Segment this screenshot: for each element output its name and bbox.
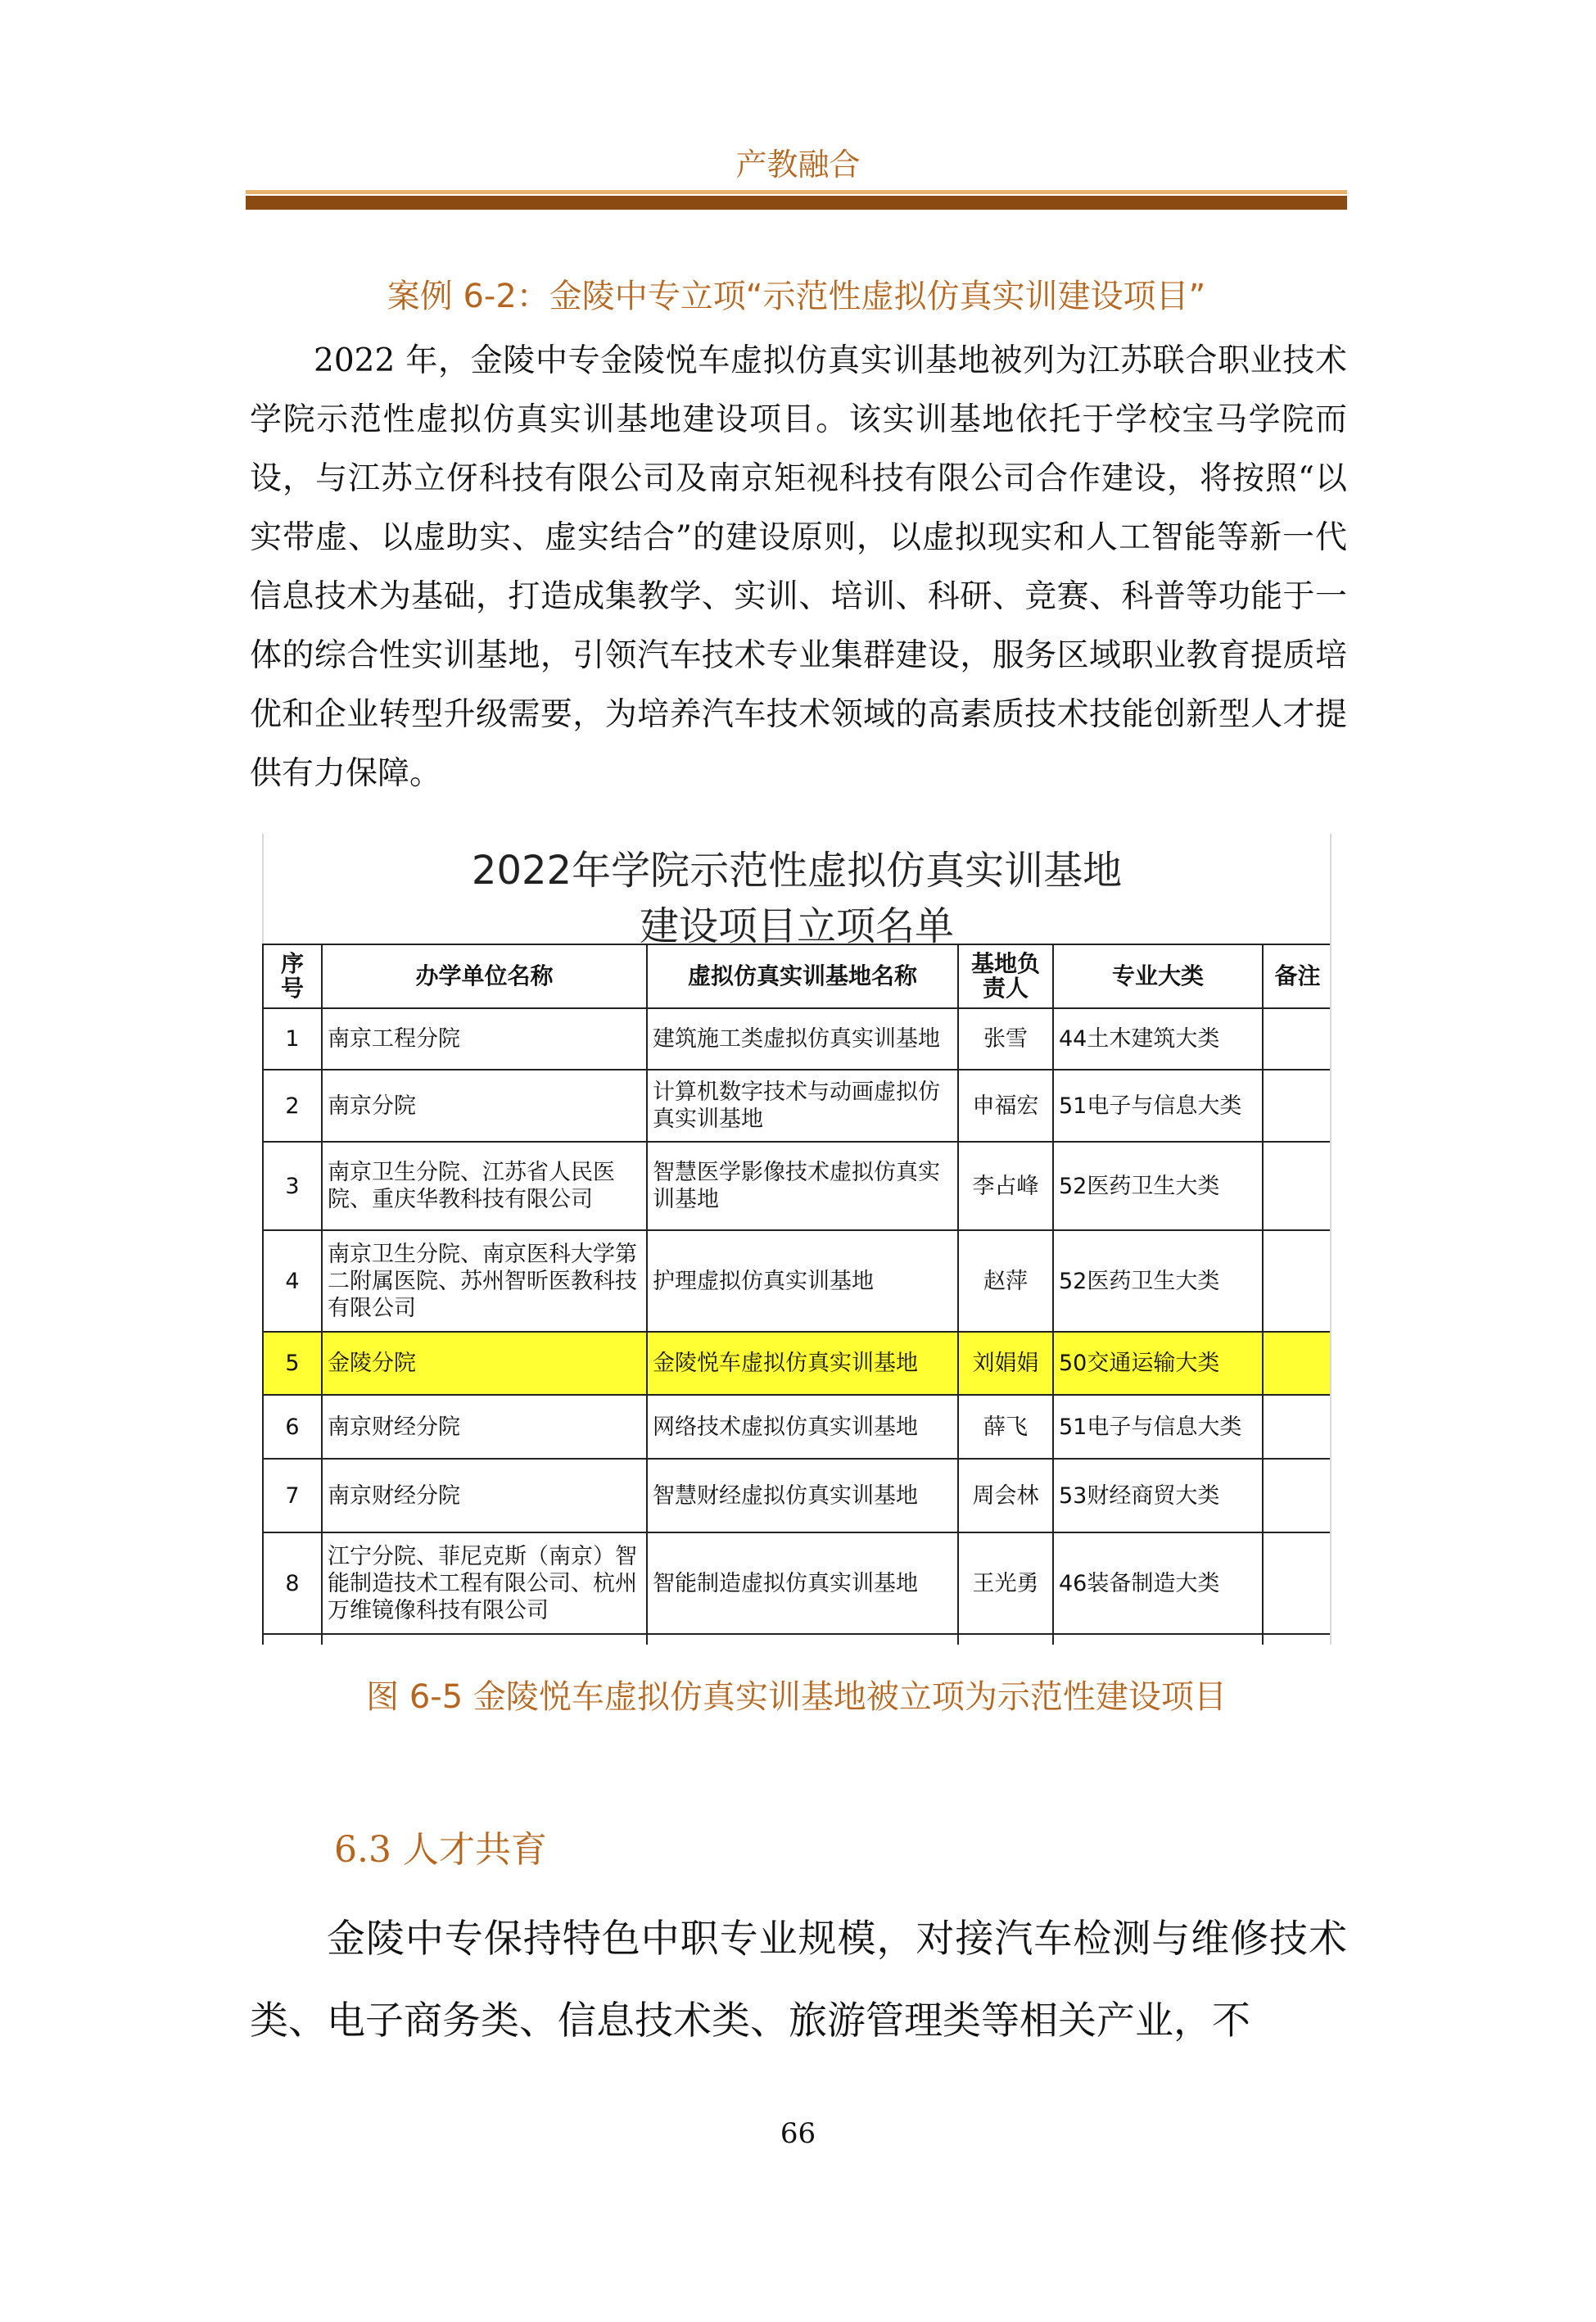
cell-num: 2 <box>263 1070 322 1142</box>
header-org: 办学单位名称 <box>322 944 647 1008</box>
cell-person: 申福宏 <box>958 1070 1053 1142</box>
cell-person: 李占峰 <box>958 1142 1053 1230</box>
cell-empty <box>1053 1634 1263 1645</box>
cell-org: 南京工程分院 <box>322 1008 647 1070</box>
cell-major: 53财经商贸大类 <box>1053 1459 1263 1532</box>
cell-empty <box>958 1634 1053 1645</box>
cell-major: 51电子与信息大类 <box>1053 1070 1263 1142</box>
cell-num: 7 <box>263 1459 322 1532</box>
cell-base: 护理虚拟仿真实训基地 <box>647 1230 958 1332</box>
cell-major: 44土木建筑大类 <box>1053 1008 1263 1070</box>
cell-major: 52医药卫生大类 <box>1053 1230 1263 1332</box>
project-list-figure <box>262 834 1332 1645</box>
cell-remark <box>1263 1230 1332 1332</box>
cell-base: 智慧医学影像技术虚拟仿真实训基地 <box>647 1142 958 1230</box>
table-row <box>263 1070 1332 1142</box>
cell-org: 江宁分院、菲尼克斯（南京）智能制造技术工程有限公司、杭州万维镜像科技有限公司 <box>322 1532 647 1634</box>
running-header-title: 产教融合 <box>735 147 861 183</box>
section-heading: 6.3 人才共育 <box>334 1829 547 1871</box>
table-title-line1: 2022年学院示范性虚拟仿真实训基地 <box>471 848 1123 894</box>
table-row <box>263 1008 1332 1070</box>
table-row <box>263 1459 1332 1532</box>
cell-remark <box>1263 1459 1332 1532</box>
cell-org: 南京财经分院 <box>322 1395 647 1459</box>
table-title-line2: 建设项目立项名单 <box>639 903 954 949</box>
cell-num: 3 <box>263 1142 322 1230</box>
cell-org: 南京分院 <box>322 1070 647 1142</box>
cell-empty <box>263 1634 322 1645</box>
table-row <box>263 1532 1332 1634</box>
figure-caption: 图 6-5 金陵悦车虚拟仿真实训基地被立项为示范性建设项目 <box>366 1678 1227 1716</box>
cell-empty <box>322 1634 647 1645</box>
table-row-highlighted <box>263 1332 1332 1395</box>
header-person: 基地负责人 <box>958 944 1053 1008</box>
header-base: 虚拟仿真实训基地名称 <box>647 944 958 1008</box>
cell-empty <box>1263 1634 1332 1645</box>
cell-person: 赵萍 <box>958 1230 1053 1332</box>
table-row <box>263 1395 1332 1459</box>
header-major: 专业大类 <box>1053 944 1263 1008</box>
cell-org: 金陵分院 <box>322 1332 647 1395</box>
cell-remark <box>1263 1332 1332 1395</box>
cell-num: 4 <box>263 1230 322 1332</box>
cell-base: 智能制造虚拟仿真实训基地 <box>647 1532 958 1634</box>
header-num: 序号 <box>263 944 322 1008</box>
cell-person: 王光勇 <box>958 1532 1053 1634</box>
cell-base: 计算机数字技术与动画虚拟仿真实训基地 <box>647 1070 958 1142</box>
cell-org: 南京卫生分院、南京医科大学第二附属医院、苏州智昕医教科技有限公司 <box>322 1230 647 1332</box>
cell-base: 建筑施工类虚拟仿真实训基地 <box>647 1008 958 1070</box>
cell-major: 52医药卫生大类 <box>1053 1142 1263 1230</box>
cell-major: 51电子与信息大类 <box>1053 1395 1263 1459</box>
cell-empty <box>647 1634 958 1645</box>
cell-base: 金陵悦车虚拟仿真实训基地 <box>647 1332 958 1395</box>
section-paragraph: 金陵中专保持特色中职专业规模，对接汽车检测与维修技术类、电子商务类、信息技术类、旅游管理类等相关产业，不 <box>250 1917 1347 2044</box>
cell-person: 周会林 <box>958 1459 1053 1532</box>
case-paragraph: 2022 年，金陵中专金陵悦车虚拟仿真实训基地被列为江苏联合职业技术学院示范性虚拟仿真实训基地建设项目。该实训基地依托于学校宝马学院而设，与江苏立伢科技有限公司及南京矩视科技有限公司合作建设，将按照“以实带虚、以虚助实、虚实结合”的建设原则，以虚拟现实和人工智能等新一代信息技术为基础，打造成集教学、实训、培训、科研、竞赛、科普等功能于一体的综合性实训基地，引领汽车技术专业集群建设，服务区域职业教育提质培优和企业转型升级需要，为培养汽车技术领域的高素质技术技能创新型人才提供有力保障。 <box>250 342 1347 792</box>
table-row-cut <box>263 1634 1332 1645</box>
cell-remark <box>1263 1070 1332 1142</box>
cell-org: 南京财经分院 <box>322 1459 647 1532</box>
cell-base: 网络技术虚拟仿真实训基地 <box>647 1395 958 1459</box>
table-header-row <box>263 944 1332 1008</box>
cell-person: 张雪 <box>958 1008 1053 1070</box>
header-rule <box>246 190 1347 210</box>
table-row <box>263 1142 1332 1230</box>
page-number: 66 <box>780 2117 816 2150</box>
cell-remark <box>1263 1142 1332 1230</box>
cell-num: 1 <box>263 1008 322 1070</box>
cell-remark <box>1263 1008 1332 1070</box>
cell-remark <box>1263 1395 1332 1459</box>
case-title: 案例 6-2：金陵中专立项“示范性虚拟仿真实训建设项目” <box>387 278 1206 315</box>
cell-num: 5 <box>263 1332 322 1395</box>
cell-base: 智慧财经虚拟仿真实训基地 <box>647 1459 958 1532</box>
cell-num: 8 <box>263 1532 322 1634</box>
cell-num: 6 <box>263 1395 322 1459</box>
cell-person: 刘娟娟 <box>958 1332 1053 1395</box>
cell-org: 南京卫生分院、江苏省人民医院、重庆华教科技有限公司 <box>322 1142 647 1230</box>
cell-person: 薛飞 <box>958 1395 1053 1459</box>
project-list-table <box>262 944 1332 1645</box>
cell-major: 50交通运输大类 <box>1053 1332 1263 1395</box>
header-remark: 备注 <box>1263 944 1332 1008</box>
cell-major: 46装备制造大类 <box>1053 1532 1263 1634</box>
table-row <box>263 1230 1332 1332</box>
cell-remark <box>1263 1532 1332 1634</box>
